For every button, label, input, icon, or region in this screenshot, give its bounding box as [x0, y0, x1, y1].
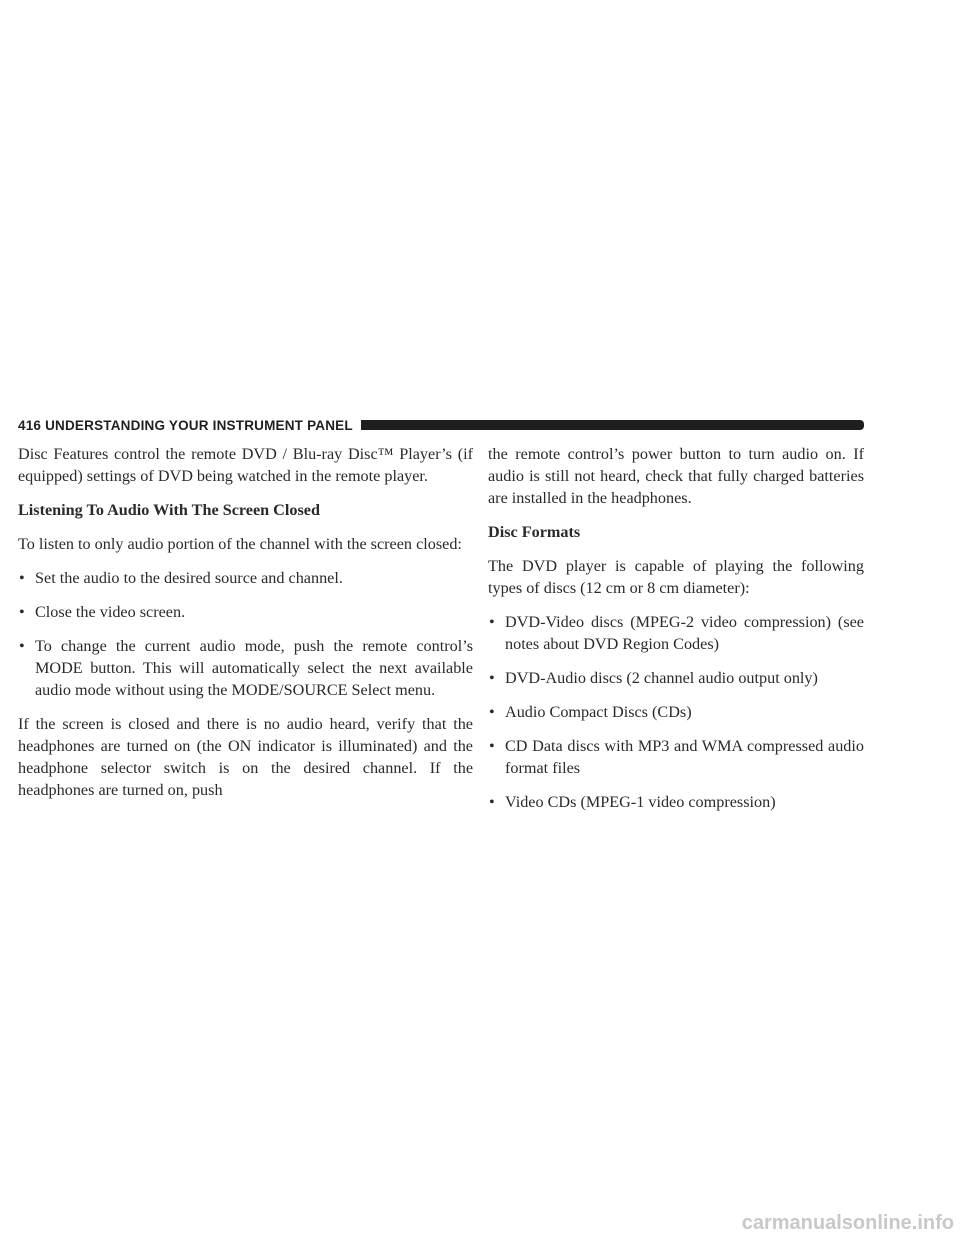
audio-steps-list [18, 567, 473, 701]
right-column [488, 443, 864, 825]
list-item-text: DVD-Audio discs (2 channel audio output only) [505, 669, 818, 687]
intro-paragraph: Disc Features control the remote DVD / Blu-ray Disc™ Player’s (if equipped) settings of DVD being watched in the remote player. [18, 445, 473, 485]
closing-paragraph: If the screen is closed and there is no audio heard, verify that the headphones are turned on (the ON indicator is illuminated) and the headphone selector switch is on the desired channel. If the headphones are turned on, push [18, 715, 473, 799]
watermark-footer [0, 1212, 960, 1235]
bullet-icon: • [489, 737, 495, 755]
list-item [488, 701, 864, 723]
left-column [18, 443, 473, 813]
list-item-text: Set the audio to the desired source and channel. [35, 569, 343, 587]
list-item-text: Audio Compact Discs (CDs) [505, 703, 692, 721]
section-heading-audio-screen-closed: Listening To Audio With The Screen Closed [18, 501, 320, 519]
list-item [18, 567, 473, 589]
bullet-icon: • [489, 703, 495, 721]
list-item [488, 667, 864, 689]
bullet-icon: • [489, 669, 495, 687]
disc-formats-list [488, 611, 864, 813]
list-item-text: DVD-Video discs (MPEG-2 video compression) (see notes about DVD Region Codes) [505, 613, 864, 653]
page-number: 416 [18, 417, 42, 433]
list-item-text: Video CDs (MPEG-1 video compression) [505, 793, 776, 811]
bullet-icon: • [19, 603, 25, 621]
lead-paragraph: The DVD player is capable of playing the following types of discs (12 cm or 8 cm diameter): [488, 557, 864, 597]
section-title: UNDERSTANDING YOUR INSTRUMENT PANEL [45, 417, 353, 433]
list-item [18, 635, 473, 701]
continuation-paragraph: the remote control’s power button to turn audio on. If audio is still not heard, check that fully charged batteries are installed in the headphones. [488, 445, 864, 507]
header-rule [361, 420, 864, 430]
list-item-text: CD Data discs with MP3 and WMA compressed audio format files [505, 737, 864, 777]
page-header [18, 415, 864, 435]
section-heading-disc-formats: Disc Formats [488, 523, 581, 541]
watermark-text: carmanualsonline.info [741, 1212, 954, 1234]
list-item [488, 611, 864, 655]
page-header-text [18, 418, 361, 433]
list-item-text: To change the current audio mode, push the remote control’s MODE button. This will automatically select the next available audio mode without using the MODE/SOURCE Select menu. [35, 637, 473, 699]
list-item [488, 735, 864, 779]
bullet-icon: • [489, 793, 495, 811]
bullet-icon: • [489, 613, 495, 631]
list-item-text: Close the video screen. [35, 603, 186, 621]
bullet-icon: • [19, 637, 25, 655]
list-item [18, 601, 473, 623]
bullet-icon: • [19, 569, 25, 587]
lead-paragraph: To listen to only audio portion of the channel with the screen closed: [18, 535, 462, 553]
list-item [488, 791, 864, 813]
